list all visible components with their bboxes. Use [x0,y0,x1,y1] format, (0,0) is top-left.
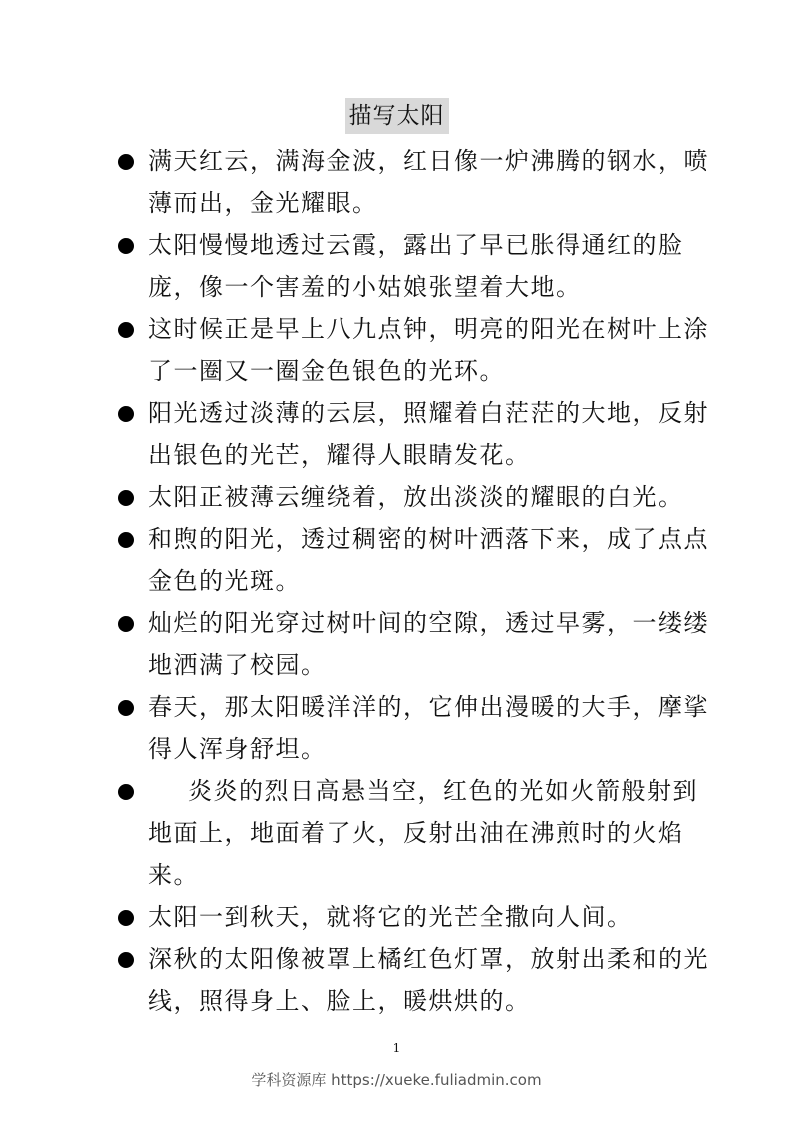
list-item [118,770,718,896]
list-item [118,896,718,938]
bullet-icon [118,616,134,632]
list-item-text: 这时候正是早上八九点钟，明亮的阳光在树叶上涂了一圈又一圈金色银色的光环。 [148,315,709,385]
list-item [118,938,718,1022]
list-item [118,602,718,686]
list-item [118,686,718,770]
bullet-icon [118,154,134,170]
list-item [118,308,718,392]
bullet-icon [118,700,134,716]
page-title: 描写太阳 [345,98,449,134]
bullet-icon [118,784,134,800]
list-item-text: 灿烂的阳光穿过树叶间的空隙，透过早雾，一缕缕地洒满了校园。 [148,609,709,679]
list-item-text: 阳光透过淡薄的云层，照耀着白茫茫的大地，反射出银色的光芒，耀得人眼睛发花。 [148,399,709,469]
title-container [0,98,793,134]
bullet-icon [118,406,134,422]
page-number: 1 [392,1041,401,1055]
bullet-icon [118,322,134,338]
bullet-icon [118,952,134,968]
bullet-icon [118,910,134,926]
list-item-text: 太阳一到秋天，就将它的光芒全撒向人间。 [148,903,633,931]
bullet-list [118,140,718,1022]
list-item-text: 春天，那太阳暖洋洋的，它伸出漫暖的大手，摩挲得人浑身舒坦。 [148,693,709,763]
list-item [118,518,718,602]
list-item-text: 太阳慢慢地透过云霞，露出了早已胀得通红的脸庞，像一个害羞的小姑娘张望着大地。 [148,231,684,301]
footer-text: 学科资源库 https://xueke.fuliadmin.com [251,1071,542,1089]
list-item [118,140,718,224]
list-item-text: 满天红云，满海金波，红日像一炉沸腾的钢水，喷薄而出，金光耀眼。 [148,147,709,217]
bullet-icon [118,532,134,548]
list-item-text: 和煦的阳光，透过稠密的树叶洒落下来，成了点点金色的光斑。 [148,525,709,595]
list-item [118,224,718,308]
list-item-text: 炎炎的烈日高悬当空，红色的光如火箭般射到地面上，地面着了火，反射出油在沸煎时的火焰来。 [148,777,698,889]
bullet-icon [118,238,134,254]
bullet-icon [118,490,134,506]
list-item-text: 深秋的太阳像被罩上橘红色灯罩，放射出柔和的光线，照得身上、脸上，暖烘烘的。 [148,945,709,1015]
list-item [118,392,718,476]
list-item-text: 太阳正被薄云缠绕着，放出淡淡的耀眼的白光。 [148,483,684,511]
list-item [118,476,718,518]
